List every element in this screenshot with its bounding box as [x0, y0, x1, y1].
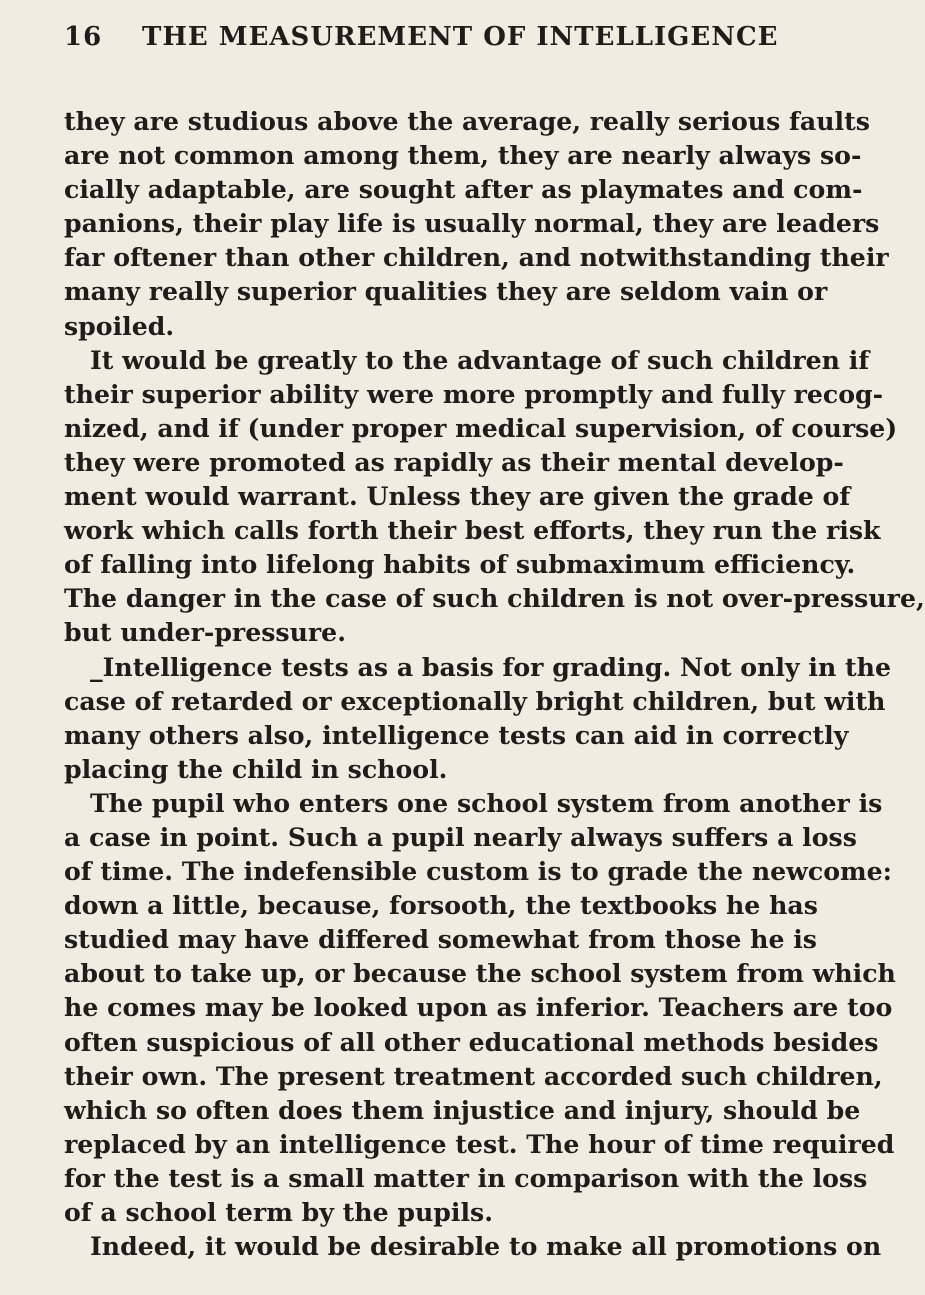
- text-line: of time. The indefensible custom is to grade the newcome:: [64, 856, 892, 887]
- text-line: panions, their play life is usually normal, they are leaders: [64, 208, 880, 239]
- text-line: which so often does them injustice and injury, should be: [64, 1094, 861, 1125]
- text-line: ment would warrant. Unless they are given the grade of: [64, 481, 851, 512]
- text-line: spoiled.: [64, 310, 175, 341]
- text-line: replaced by an intelligence test. The hour of time required: [64, 1128, 895, 1159]
- text-line: far oftener than other children, and notwithstanding their: [64, 242, 889, 273]
- text-line: The pupil who enters one school system from another is: [90, 787, 883, 818]
- text-line: down a little, because, forsooth, the textbooks he has: [64, 890, 818, 921]
- text-line: of falling into lifelong habits of submaximum efficiency.: [64, 549, 856, 580]
- body-text: [64, 104, 925, 1263]
- text-line: nized, and if (under proper medical supervision, of course): [64, 412, 898, 443]
- text-line: many others also, intelligence tests can aid in correctly: [64, 719, 849, 750]
- text-line: placing the child in school.: [64, 753, 448, 784]
- text-line: of a school term by the pupils.: [64, 1197, 493, 1227]
- text-line: for the test is a small matter in comparison with the loss: [64, 1162, 868, 1193]
- text-line: work which calls forth their best efforts, they run the risk: [64, 515, 881, 546]
- text-line: case of retarded or exceptionally bright children, but with: [64, 685, 886, 716]
- text-line: _Intelligence tests as a basis for grading. Not only in the: [90, 651, 891, 682]
- text-line: often suspicious of all other educational methods besides: [64, 1026, 879, 1057]
- text-line: about to take up, or because the school system from which: [64, 958, 896, 989]
- text-line: they were promoted as rapidly as their mental develop-: [64, 446, 844, 477]
- text-line: It would be greatly to the advantage of such children if: [90, 344, 870, 375]
- text-line: their own. The present treatment accorded such children,: [64, 1060, 883, 1091]
- page-number: 16: [64, 22, 103, 52]
- text-line: are not common among them, they are nearly always so-: [64, 140, 862, 171]
- text-line: they are studious above the average, really serious faults: [64, 106, 870, 136]
- text-line: he comes may be looked upon as inferior. Teachers are too: [64, 992, 893, 1023]
- text-line: Indeed, it would be desirable to make all promotions on: [90, 1231, 882, 1262]
- text-line: their superior ability were more promptly and fully recog-: [64, 378, 884, 409]
- running-header: [64, 22, 779, 52]
- text-line: studied may have differed somewhat from those he is: [64, 924, 817, 955]
- text-line: a case in point. Such a pupil nearly always suffers a loss: [64, 821, 857, 852]
- text-line: The danger in the case of such children is not over-pressure,: [64, 583, 925, 614]
- text-line: cially adaptable, are sought after as playmates and com-: [64, 174, 863, 205]
- text-line: many really superior qualities they are seldom vain or: [64, 276, 828, 307]
- text-line: but under-pressure.: [64, 617, 346, 648]
- running-title: THE MEASUREMENT OF INTELLIGENCE: [142, 22, 779, 52]
